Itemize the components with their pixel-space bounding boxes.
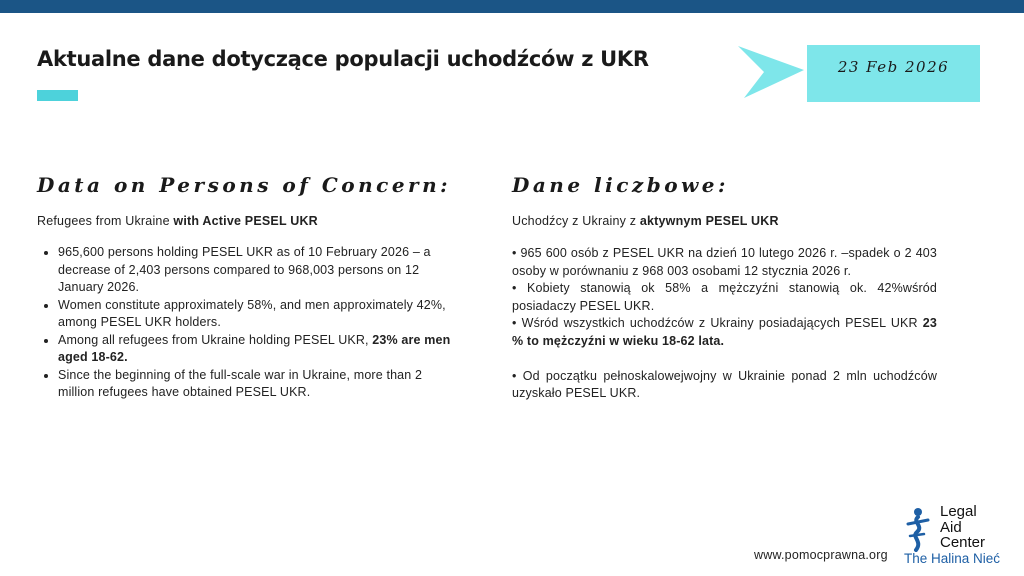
polish-intro — [512, 214, 937, 228]
english-intro — [37, 214, 462, 228]
polish-intro-plain: Uchodźcy z Ukrainy z — [512, 214, 640, 228]
polish-line-3-plain: • Wśród wszystkich uchodźców z Ukrainy posiadających PESEL UKR — [512, 316, 923, 330]
bullet-text: Women constitute approximately 58%, and men approximately 42%, among PESEL UKR holders. — [58, 297, 446, 329]
polish-intro-bold: aktywnym PESEL UKR — [639, 214, 779, 228]
date-label: 23 Feb 2026 — [837, 57, 950, 76]
date-box — [807, 45, 980, 102]
logo-figure-icon — [904, 506, 938, 552]
polish-line-1: • 965 600 osób z PESEL UKR na dzień 10 lutego 2026 r. –spadek o 2 403 osoby w porównaniu z 968 003 osobami 12 stycznia 2026 r. — [512, 246, 937, 278]
english-intro-bold: with Active PESEL UKR — [173, 214, 318, 228]
polish-line-2: • Kobiety stanowią ok 58% a mężczyźni stanowią ok. 42%wśród posiadaczy PESEL UKR. — [512, 281, 937, 313]
english-intro-plain: Refugees from Ukraine — [37, 214, 174, 228]
spacer — [512, 350, 937, 368]
legal-aid-center-logo — [904, 504, 1004, 568]
list-item — [58, 367, 462, 402]
polish-line-3-bold: 23 % to mężczyźni w wieku 18-62 lata. — [512, 316, 937, 348]
title-accent-bar — [37, 90, 78, 101]
logo-line: Legal — [940, 503, 977, 520]
polish-body — [512, 245, 937, 403]
logo-line: Center — [940, 534, 986, 551]
logo-text — [940, 504, 985, 551]
english-section — [37, 168, 462, 402]
bullet-bold-text: 23% are men aged 18-62. — [58, 332, 451, 364]
logo-line: Aid — [940, 518, 962, 536]
page-title: Aktualne dane dotyczące populacji uchodźców z UKR — [37, 47, 649, 71]
list-item — [58, 244, 462, 297]
bullet-text: Among all refugees from Ukraine holding PESEL UKR, — [58, 332, 373, 347]
english-bullet-list — [37, 244, 462, 402]
list-item — [58, 297, 462, 332]
top-banner-bar — [0, 0, 1024, 13]
website-link[interactable]: www.pomocprawna.org — [754, 548, 888, 562]
polish-line-3 — [512, 315, 937, 350]
polish-heading: Dane liczbowe: — [512, 173, 729, 197]
english-heading: Data on Persons of Concern: — [37, 173, 452, 197]
arrow-icon — [738, 46, 808, 98]
bullet-text: 965,600 persons holding PESEL UKR as of 10 February 2026 – a decrease of 2,403 persons compared to 968,003 persons on 12 January 2026. — [58, 245, 431, 294]
logo-subtitle: The Halina Nieć — [904, 551, 1001, 566]
bullet-text: Since the beginning of the full-scale war in Ukraine, more than 2 million refugees have obtained PESEL UKR. — [58, 367, 423, 399]
list-item — [58, 332, 462, 367]
polish-section — [512, 168, 937, 403]
polish-line-4: • Od początku pełnoskalowejwojny w Ukrainie ponad 2 mln uchodźców uzyskało PESEL UKR. — [512, 368, 937, 400]
